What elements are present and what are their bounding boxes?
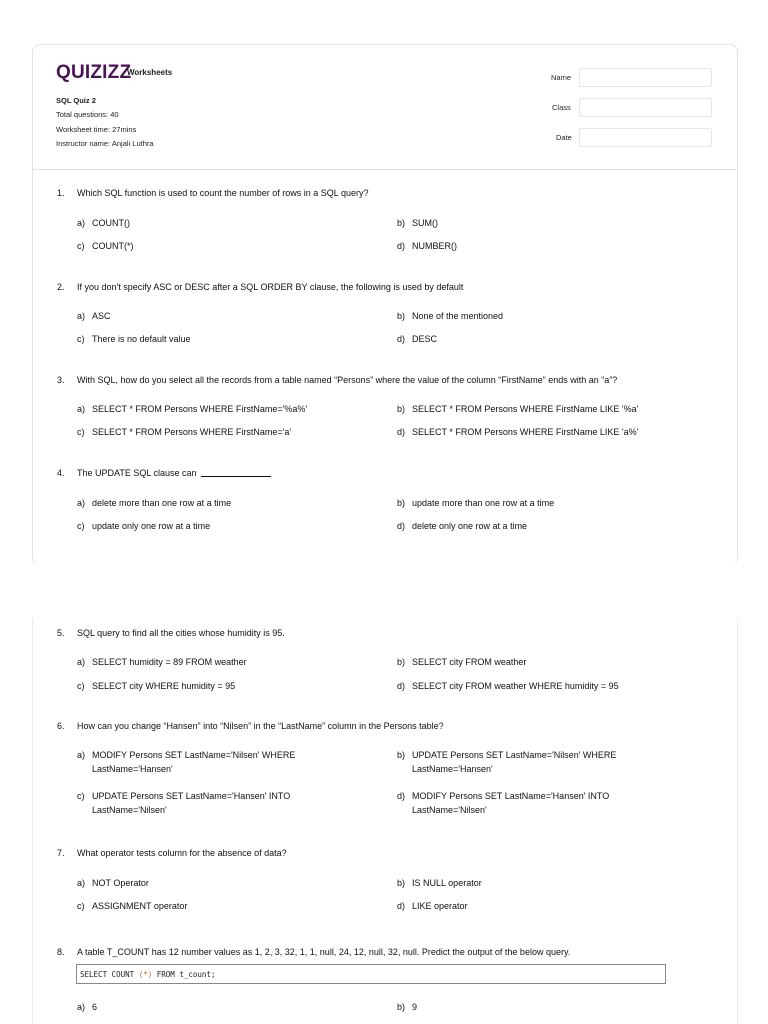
class-label: Class [552,103,571,112]
total-questions: Total questions: 40 [56,110,119,119]
question-text: If you don't specify ASC or DESC after a SQL ORDER BY clause, the following is used by default [77,282,464,292]
question-number: 2. [57,282,65,292]
class-field[interactable] [579,98,712,117]
name-field[interactable] [579,68,712,87]
quizizz-logo: QUIZIZZ [56,62,132,83]
question-text: Which SQL function is used to count the number of rows in a SQL query? [77,188,369,198]
name-label: Name [551,73,572,82]
worksheet-header [32,44,736,170]
answer-blank [201,476,271,477]
date-label: Date [556,133,572,142]
question-number: 3. [57,375,65,385]
question-number: 8. [57,947,65,957]
worksheet-time: Worksheet time: 27mins [56,125,137,134]
question-number: 7. [57,848,65,858]
question-number: 1. [57,188,65,198]
question-text: SQL query to find all the cities whose humidity is 95. [77,628,285,638]
sql-code-block: SELECT COUNT (*) FROM t_count; [76,964,666,984]
question-text: How can you change “Hansen” into “Nilsen” in the “LastName” column in the Persons table? [77,721,444,731]
question-number: 6. [57,721,65,731]
question-text: A table T_COUNT has 12 number values as 1, 2, 3, 32, 1, 1, null, 24, 12, null, 32, null. Predict the output of the below query. [77,947,571,957]
instructor-name: Instructor name: Anjali Luthra [56,139,154,148]
question-number: 4. [57,468,65,478]
question-text: With SQL, how do you select all the records from a table named “Persons” where the value of the column “FirstName” ends with an “a”? [77,375,618,385]
question-text: The UPDATE SQL clause can [77,468,197,478]
logo-subtitle: Worksheets [127,68,173,77]
question-text: What operator tests column for the absence of data? [77,848,287,858]
quiz-title: SQL Quiz 2 [56,96,96,105]
date-field[interactable] [579,128,712,147]
question-number: 5. [57,628,65,638]
